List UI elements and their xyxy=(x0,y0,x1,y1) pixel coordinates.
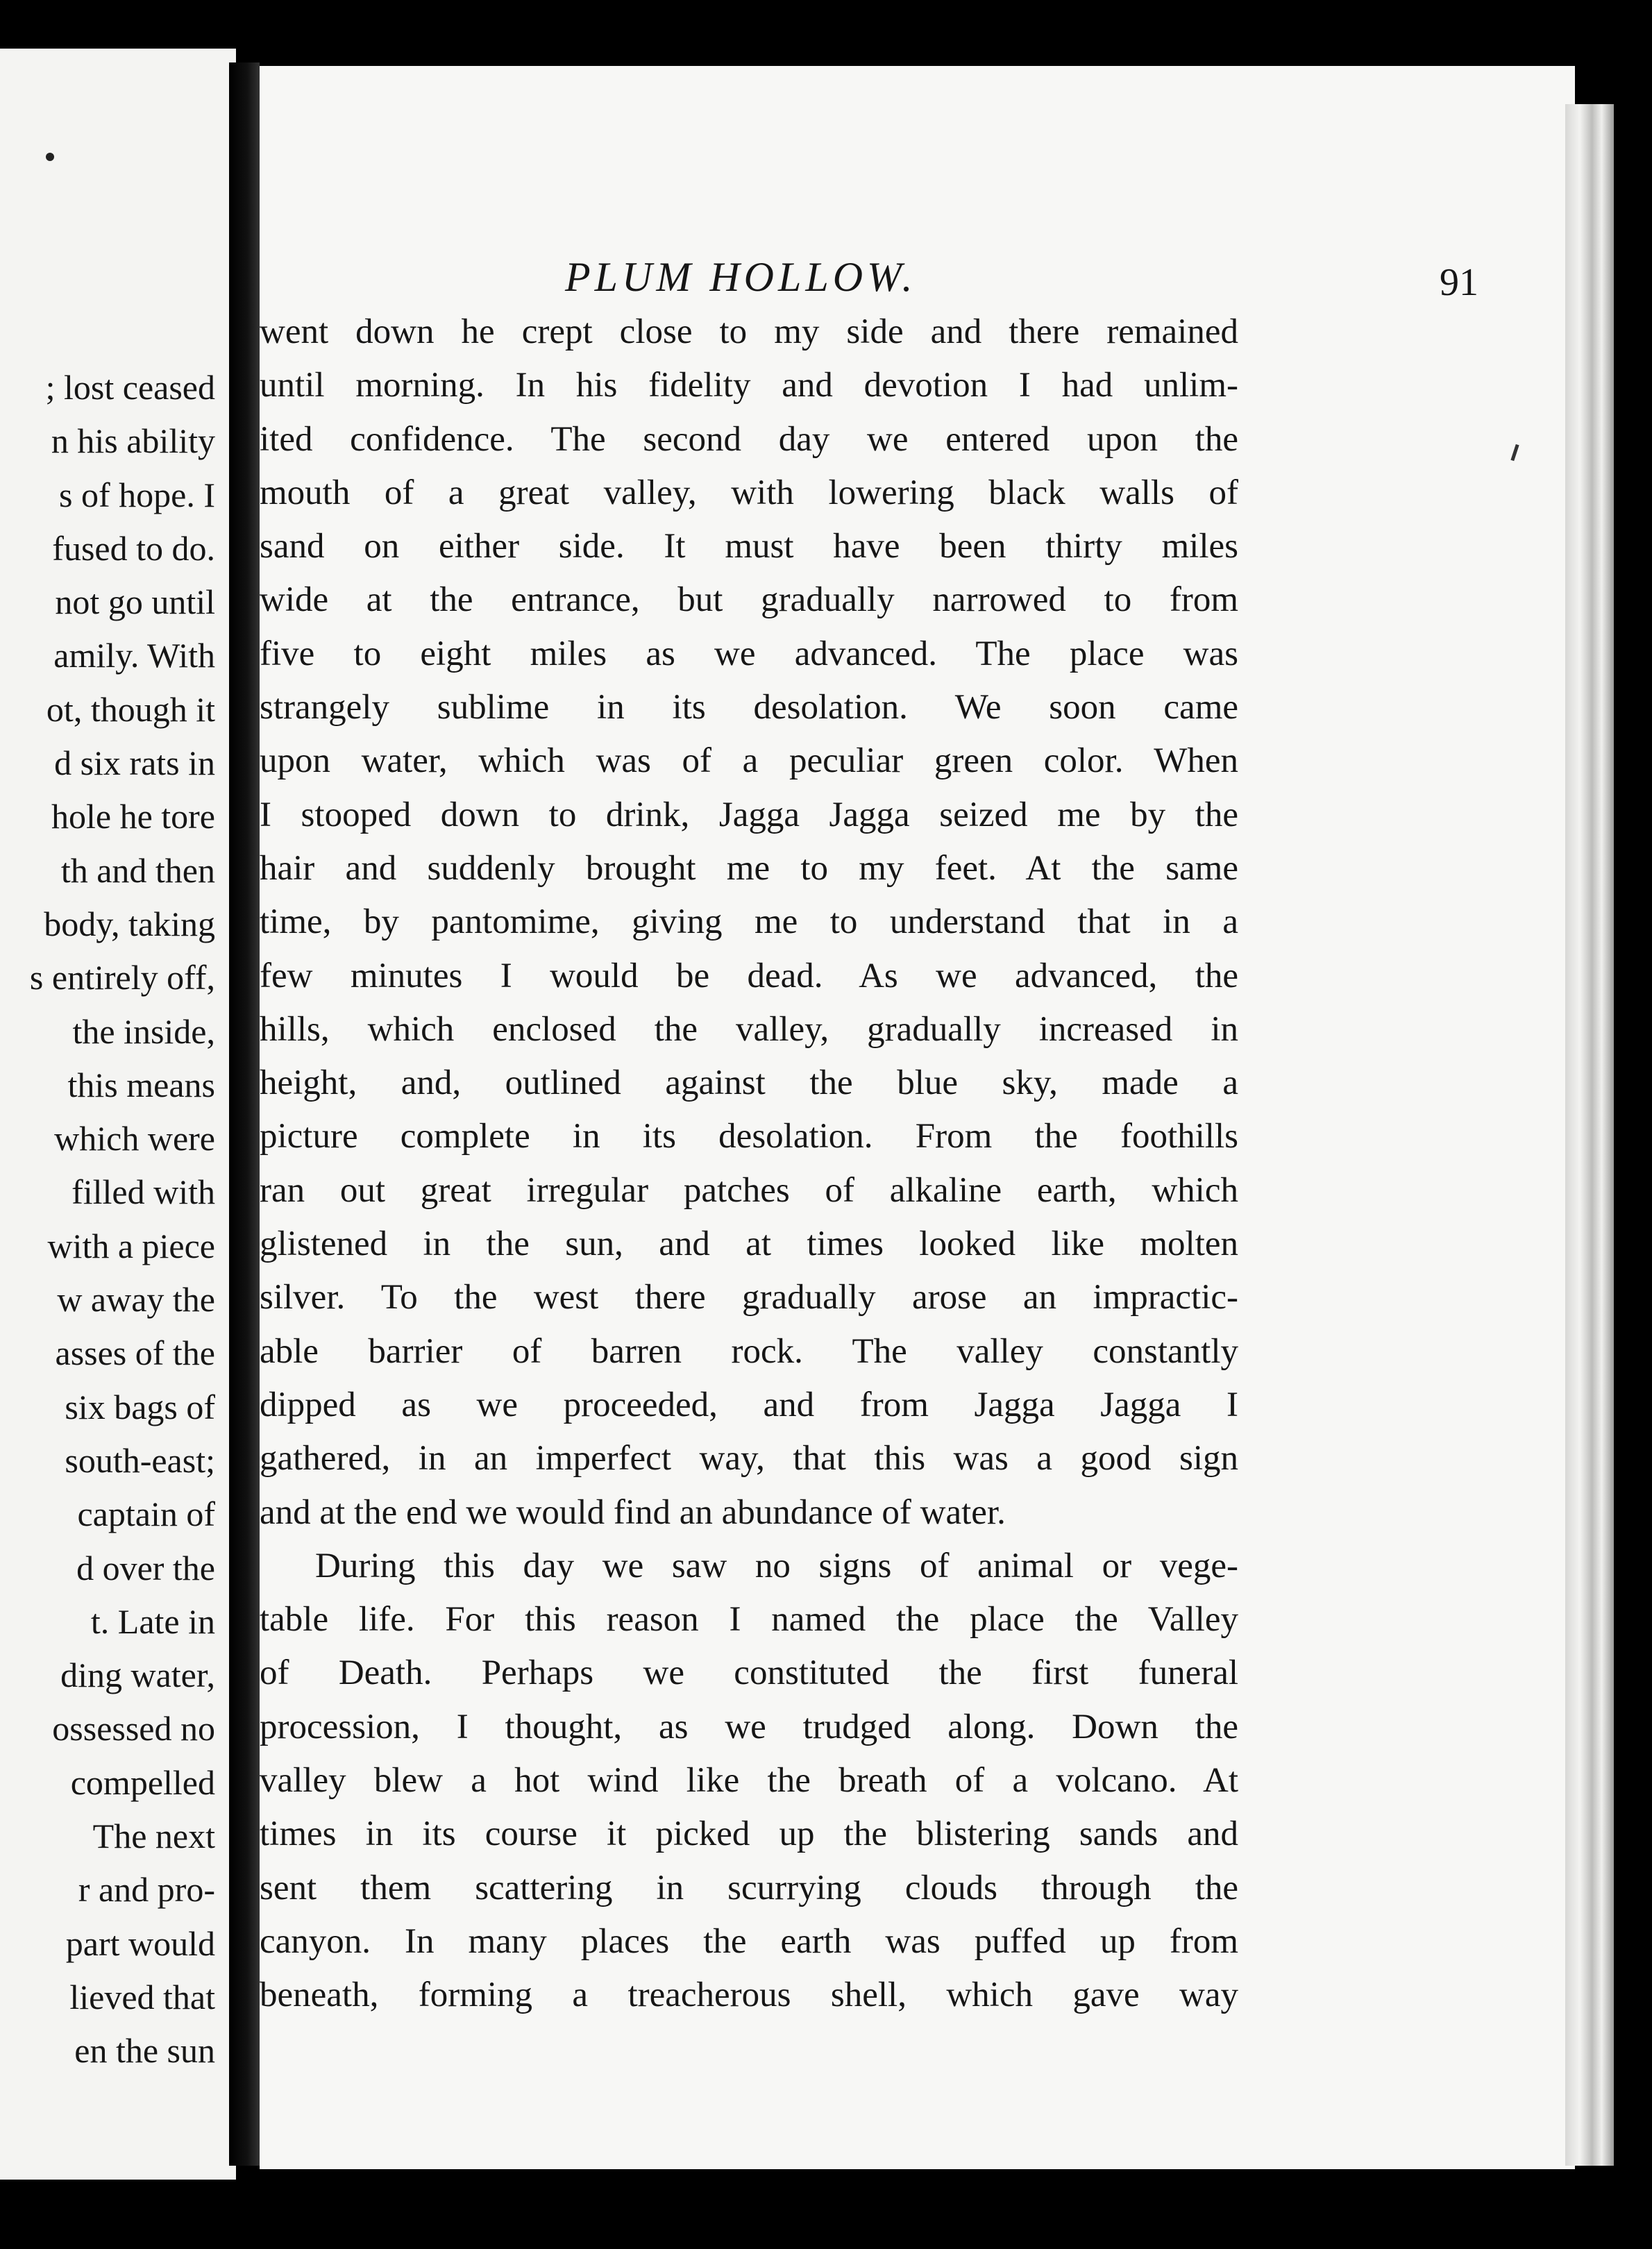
text-line: times in its course it picked up the blistering sands and xyxy=(260,1814,1238,1854)
text-line: dipped as we proceeded, and from Jagga Jagga I xyxy=(260,1385,1238,1424)
left-line: part would xyxy=(65,1923,215,1963)
text-line: able barrier of barren rock. The valley constantly xyxy=(260,1331,1238,1371)
left-line: en the sun xyxy=(74,2031,215,2071)
text-line: five to eight miles as we advanced. The place was xyxy=(260,634,1238,673)
text-line: During this day we saw no signs of animal or vege- xyxy=(315,1546,1238,1585)
text-line: silver. To the west there gradually arose an impractic- xyxy=(260,1278,1238,1317)
left-line: asses of the xyxy=(55,1333,215,1373)
left-line: s entirely off, xyxy=(29,958,215,997)
text-line: ran out great irregular patches of alkaline earth, which xyxy=(260,1170,1238,1210)
text-line: sent them scattering in scurrying clouds through the xyxy=(260,1868,1238,1907)
text-line: went down he crept close to my side and there remained xyxy=(260,312,1238,351)
text-line: beneath, forming a treacherous shell, which gave way xyxy=(260,1976,1238,2015)
text-line: of Death. Perhaps we constituted the first funeral xyxy=(260,1653,1238,1693)
previous-page-text xyxy=(0,361,215,2078)
page-number: 91 xyxy=(1440,261,1478,304)
text-line: few minutes I would be dead. As we advanced, the xyxy=(260,956,1238,995)
left-line: filled with xyxy=(71,1172,215,1212)
left-line: compelled xyxy=(70,1762,215,1802)
text-line: gathered, in an imperfect way, that this was a good sign xyxy=(260,1439,1238,1479)
text-line: table life. For this reason I named the place the Valley xyxy=(260,1600,1238,1640)
left-line: ot, though it xyxy=(46,689,215,729)
text-line: time, by pantomime, giving me to understand that in a xyxy=(260,902,1238,942)
text-line: procession, I thought, as we trudged along. Down the xyxy=(260,1707,1238,1746)
text-line: until morning. In his fidelity and devotion I had unlim- xyxy=(260,366,1238,405)
left-line: n his ability xyxy=(51,421,215,461)
text-line: valley blew a hot wind like the breath of a volcano. At xyxy=(260,1761,1238,1801)
text-line: I stooped down to drink, Jagga Jagga seized me by the xyxy=(260,795,1238,834)
body-text xyxy=(260,305,1238,2023)
book-gutter xyxy=(229,62,260,2166)
text-line: hills, which enclosed the valley, gradually increased in xyxy=(260,1009,1238,1049)
left-line: The next xyxy=(92,1817,215,1856)
left-line: hole he tore xyxy=(51,797,215,836)
running-head: PLUM HOLLOW. xyxy=(565,254,917,300)
text-line: upon water, which was of a peculiar green color. When xyxy=(260,741,1238,781)
left-line: six bags of xyxy=(65,1387,215,1426)
left-line: ossessed no xyxy=(52,1709,215,1749)
left-line: body, taking xyxy=(44,904,215,943)
text-line: hair and suddenly brought me to my feet. At the same xyxy=(260,848,1238,888)
text-line: glistened in the sun, and at times looked like molten xyxy=(260,1224,1238,1264)
text-line: picture complete in its desolation. From the foothills xyxy=(260,1117,1238,1156)
ink-dot xyxy=(46,153,54,161)
text-line: canyon. In many places the earth was puffed up from xyxy=(260,1921,1238,1961)
left-line: with a piece xyxy=(47,1226,215,1265)
page-stack-edge xyxy=(1565,104,1614,2166)
left-line: not go until xyxy=(55,582,215,622)
left-line: s of hope. I xyxy=(59,475,215,514)
text-line: mouth of a great valley, with lowering black walls of xyxy=(260,473,1238,512)
left-line: this means xyxy=(67,1065,215,1104)
left-line: captain of xyxy=(77,1494,215,1534)
text-line: sand on either side. It must have been thirty miles xyxy=(260,527,1238,566)
left-line: south-east; xyxy=(65,1440,215,1480)
text-line: height, and, outlined against the blue sky, made a xyxy=(260,1063,1238,1103)
left-line: which were xyxy=(54,1119,215,1159)
text-line: wide at the entrance, but gradually narrowed to from xyxy=(260,580,1238,620)
left-line: d over the xyxy=(76,1548,215,1587)
left-line: th and then xyxy=(60,850,215,890)
left-line: ding water, xyxy=(60,1656,215,1695)
left-line: d six rats in xyxy=(54,743,215,783)
text-line: ited confidence. The second day we entered upon the xyxy=(260,419,1238,459)
left-line: ; lost ceased xyxy=(45,368,215,407)
text-line: strangely sublime in its desolation. We soon came xyxy=(260,688,1238,727)
left-line: t. Late in xyxy=(90,1601,215,1641)
left-line: lieved that xyxy=(69,1977,215,2016)
left-line: amily. With xyxy=(53,636,215,675)
left-line: r and pro- xyxy=(78,1870,215,1910)
left-line: fused to do. xyxy=(52,528,215,568)
text-line: and at the end we would find an abundance of water. xyxy=(260,1492,1006,1532)
current-page xyxy=(260,66,1575,2169)
left-line: w away the xyxy=(57,1280,215,1320)
previous-page xyxy=(0,49,236,2180)
left-line: the inside, xyxy=(72,1011,215,1051)
